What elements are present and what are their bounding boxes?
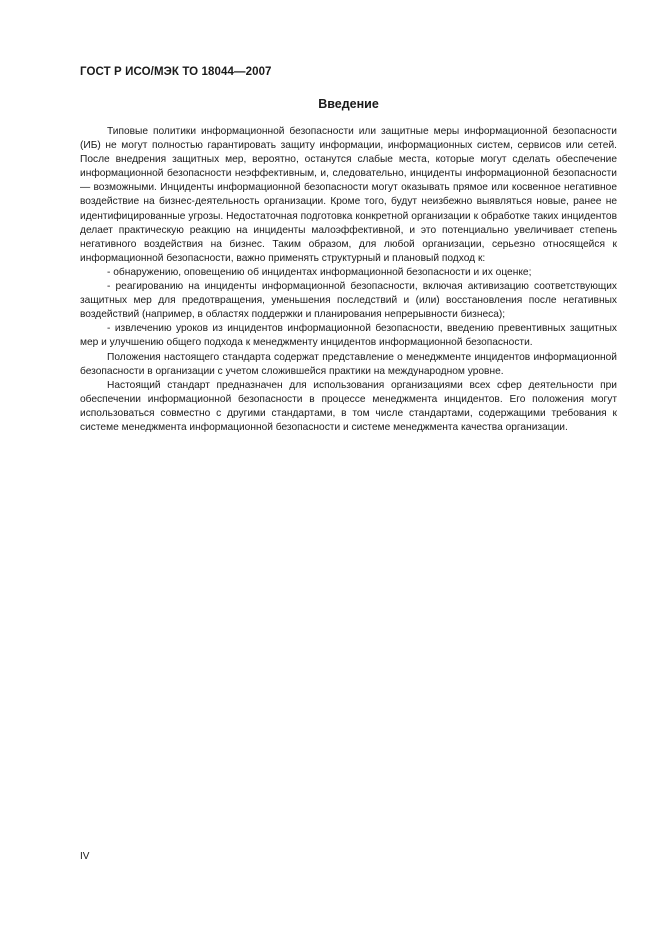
paragraph-intro: Типовые политики информационной безопасности или защитные меры информационной безопасности (ИБ) не могут полностью гарантировать защиту информации, информационных систем, сервисов или сетей. После внедрения защитных мер, вероятно, останутся слабые места, которые могут сделать обеспечение информационной безопасности неэффективным, и, следовательно, инциденты информационной безопасности — возможными. Инциденты информационной безопасности могут оказывать прямое или косвенное негативное воздействие на бизнес-деятельность организации. Кроме того, будут неизбежно выявляться новые, ранее не идентифицированные угрозы. Недостаточная подготовка конкретной организации к обработке таких инцидентов делает практическую реакцию на инциденты малоэффективной, и это потенциально увеличивает степень негативного воздействия на бизнес. Таким образом, для любой организации, серьезно относящейся к информационной безопасности, важно применять структурный и плановый подход к:	[80, 126, 617, 264]
body-text	[80, 125, 617, 435]
document-code-header: ГОСТ Р ИСО/МЭК ТО 18044—2007	[80, 66, 272, 78]
paragraph-provisions: Положения настоящего стандарта содержат представление о менеджменте инцидентов информационной безопасности в организации с учетом сложившейся практики на международном уровне.	[80, 351, 617, 377]
list-item-response: - реагированию на инциденты информационной безопасности, включая активизацию соответствующих защитных мер для предотвращения, уменьшения последствий и (или) восстановления после негативных воздействий (например, в областях поддержки и планирования непрерывности бизнеса);	[80, 281, 617, 321]
section-title: Введение	[318, 97, 379, 111]
list-item-lessons: - извлечению уроков из инцидентов информационной безопасности, введению превентивных защитных мер и улучшению общего подхода к менеджменту инцидентов информационной безопасности.	[80, 323, 617, 349]
list-item-detection: - обнаружению, оповещению об инцидентах информационной безопасности и их оценке;	[107, 266, 532, 278]
page-number: IV	[80, 851, 90, 862]
paragraph-purpose: Настоящий стандарт предназначен для использования организациями всех сфер деятельности при обеспечении информационной безопасности в процессе менеджмента инцидентов. Его положения могут использоваться совместно с другими стандартами, в том числе стандартами, содержащими требования к системе менеджмента информационной безопасности и системе менеджмента качества организации.	[80, 379, 617, 433]
